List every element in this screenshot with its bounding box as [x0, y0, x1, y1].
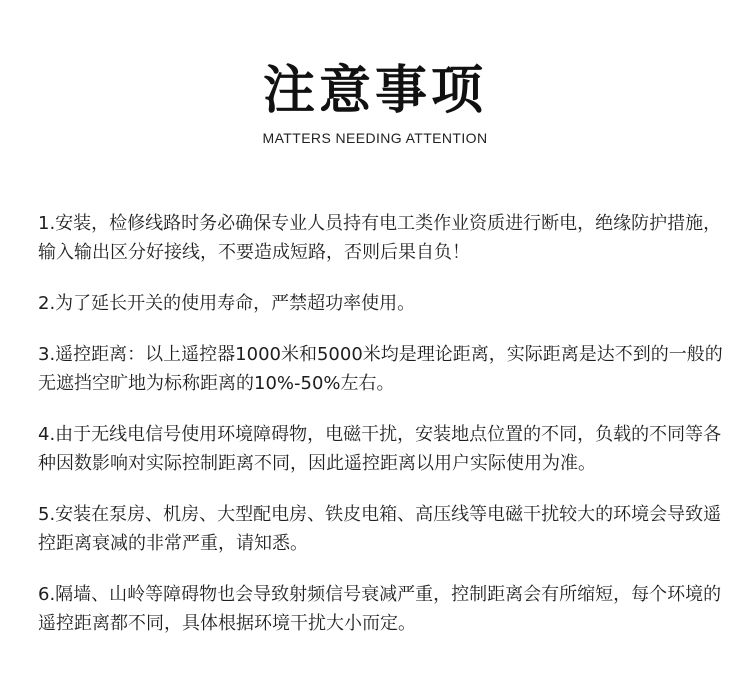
note-item-4: 4.由于无线电信号使用环境障碍物，电磁干扰，安装地点位置的不同，负载的不同等各种因数影响对实际控制距离不同，因此遥控距离以用户实际使用为准。: [38, 424, 722, 474]
notes-list: [38, 209, 724, 660]
note-item-6: 6.隔墙、山岭等障碍物也会导致射频信号衰减严重，控制距离会有所缩短，每个环境的遥控距离都不同，具体根据环境干扰大小而定。: [38, 584, 722, 634]
page-subtitle: MATTERS NEEDING ATTENTION: [262, 130, 488, 146]
page-title: 注意事项: [262, 61, 487, 121]
note-item-5: 5.安装在泵房、机房、大型配电房、铁皮电箱、高压线等电磁干扰较大的环境会导致遥控距离衰减的非常严重，请知悉。: [38, 504, 722, 554]
note-item-1: 1.安装，检修线路时务必确保专业人员持有电工类作业资质进行断电，绝缘防护措施，输入输出区分好接线，不要造成短路，否则后果自负！: [38, 213, 722, 263]
page-header: [0, 58, 750, 146]
note-item-3: 3.遥控距离：以上遥控器1000米和5000米均是理论距离，实际距离是达不到的一般的无遮挡空旷地为标称距离的10%-50%左右。: [38, 344, 723, 394]
note-item-2: 2.为了延长开关的使用寿命，严禁超功率使用。: [38, 293, 416, 314]
